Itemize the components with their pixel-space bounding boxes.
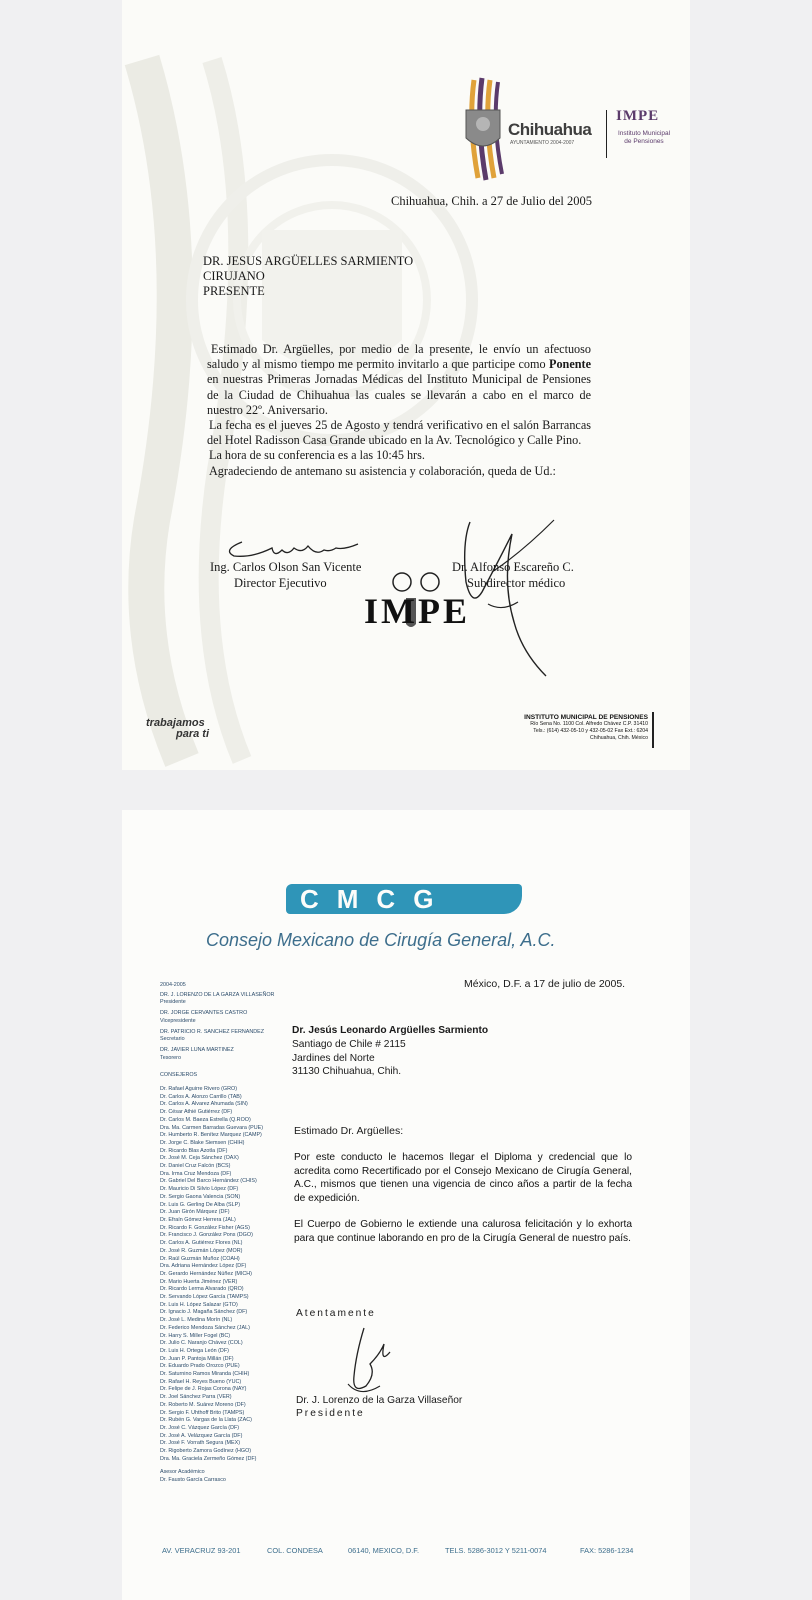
footer-fax: FAX: 5286-1234 — [580, 1546, 634, 1555]
letter-impe — [122, 0, 690, 770]
signer-name: Dr. J. Lorenzo de la Garza Villaseñor — [296, 1395, 463, 1406]
recipient-name: Dr. Jesús Leonardo Argüelles Sarmiento — [292, 1025, 489, 1036]
ayuntamiento-label: AYUNTAMIENTO 2004-2007 — [510, 140, 575, 146]
consejeros-list — [160, 1086, 290, 1463]
consejero-item: Dr. Juan Girón Márquez (DF) — [160, 1209, 230, 1216]
consejero-item: Dr. José R. Guzmán López (MOR) — [160, 1247, 243, 1254]
consejero-item: Dr. Gerardo Hernández Núñez (MICH) — [160, 1270, 252, 1277]
footer-line: Tels.: (614) 432-05-10 y 432-05-02 Fax Ext.: 6204 — [533, 728, 648, 734]
consejero-item: Dr. Luis G. Gerling De Alba (SLP) — [160, 1201, 240, 1208]
consejero-item: Dr. Carlos A. Alonzo Carrillo (TAB) — [160, 1093, 242, 1100]
consejero-item: Dr. Joel Sánchez Parra (VER) — [160, 1394, 232, 1401]
address-line: 31130 Chihuahua, Chih. — [292, 1066, 402, 1078]
recipient-line: PRESENTE — [203, 284, 265, 298]
slogan-line-2: para ti — [176, 728, 210, 740]
signer-block — [296, 1394, 462, 1420]
consejero-item: Dr. Carlos M. Baeza Estrella (Q.ROO) — [160, 1116, 251, 1123]
address-line: Jardines del Norte — [292, 1052, 375, 1064]
consejero-item: Dr. Daniel Cruz Falcón (BCS) — [160, 1163, 231, 1170]
board-role: Secretario — [160, 1036, 185, 1043]
advisor-label: Asesor Académico — [160, 1469, 205, 1476]
consejero-item: Dr. Ignacio J. Magaña Sánchez (DF) — [160, 1309, 248, 1316]
signer-name: Ing. Carlos Olson San Vicente — [210, 560, 362, 574]
board-member — [160, 1029, 290, 1044]
consejero-item: Dr. Julio C. Naranjo Chávez (COL) — [160, 1340, 243, 1347]
board-member — [160, 1010, 290, 1025]
consejero-item: Dr. Servando López García (TAMPS) — [160, 1294, 249, 1301]
consejero-item: Dr. José A. Velázquez García (DF) — [160, 1432, 243, 1439]
letter-date: México, D.F. a 17 de julio de 2005. — [464, 978, 626, 990]
board-name: DR. JAVIER LUNA MARTINEZ — [160, 1046, 234, 1053]
consejero-item: Dr. Ricardo Lerma Alvarado (QRO) — [160, 1286, 244, 1293]
consejero-item: Dr. Federico Mendoza Sánchez (JAL) — [160, 1324, 250, 1331]
consejero-item: Dr. Luis H. López Salazar (GTO) — [160, 1301, 238, 1308]
period: 2004-2005 — [160, 982, 186, 988]
closing: Atentamente — [296, 1308, 376, 1319]
consejero-item: Dr. Sergio Gaona Valencia (SON) — [160, 1193, 241, 1200]
paragraph-date: La fecha es el jueves 25 de Agosto y tendrá verificativo en el salón Barrancas del Hotel Radisson Casa Grande ubicado en la Av. Tecnológico y Calle Pino. — [207, 418, 591, 448]
consejero-item: Dr. Raúl Guzmán Muñoz (COAH) — [160, 1255, 240, 1262]
letter-date: Chihuahua, Chih. a 27 de Julio del 2005 — [391, 194, 593, 208]
consejero-item: Dr. José C. Vázquez García (DF) — [160, 1424, 240, 1431]
letter-body — [207, 342, 591, 479]
crest-icon — [460, 74, 506, 184]
consejero-item: Dr. Efraín Gómez Herrera (JAL) — [160, 1216, 236, 1223]
consejero-item: Dr. José L. Medina Morín (NL) — [160, 1317, 233, 1324]
recipient-line: CIRUJANO — [203, 269, 265, 283]
consejero-item: Dr. Mauricio Di Silvio López (DF) — [160, 1186, 239, 1193]
cmcg-logo — [286, 884, 522, 914]
impe-seal — [362, 568, 472, 640]
consejero-item: Dr. Gabriel Del Barco Hernández (CHIS) — [160, 1178, 257, 1185]
consejero-item: Dr. Carlos A. Alvarez Ahumada (SIN) — [160, 1101, 248, 1108]
institute-name — [612, 130, 676, 146]
footer-colonia: COL. CONDESA — [267, 1546, 323, 1555]
slogan-line-1: trabajamos — [146, 717, 205, 729]
salutation: Estimado Dr. Argüelles: — [294, 1125, 404, 1137]
consejero-item: Dr. Mario Huerta Jiménez (VER) — [160, 1278, 238, 1285]
paragraph: El Cuerpo de Gobierno le extiende una calurosa felicitación y lo exhorta para que continue laborando en pro de la Cirugía General de nuestro país. — [294, 1219, 632, 1244]
consejero-item: Dra. Ma. Carmen Barradas Guevara (PUE) — [160, 1124, 264, 1131]
consejero-item: Dr. Eduardo Prado Orozco (PUE) — [160, 1363, 240, 1370]
consejero-item: Dr. Rigoberto Zamora Godínez (HGO) — [160, 1448, 252, 1455]
consejero-item: Dr. Rafael Aguirre Rivero (GRO) — [160, 1086, 237, 1093]
consejero-item: Dr. Rafael H. Reyes Bueno (YUC) — [160, 1378, 242, 1385]
board-role: Tesorero — [160, 1054, 181, 1061]
consejero-item: Dr. Sergio F. Uhthoff Brito (TAMPS) — [160, 1409, 245, 1416]
footer-line: Río Sena No. 1100 Col. Alfredo Chávez C.P. 31410 — [530, 721, 648, 727]
consejero-item: Dra. Irma Cruz Mendoza (DF) — [160, 1170, 232, 1177]
consejero-item: Dr. Carlos A. Gutiérrez Flores (NL) — [160, 1240, 243, 1247]
consejero-item: Dra. Adriana Hernández López (DF) — [160, 1263, 247, 1270]
board-name: DR. J. LORENZO DE LA GARZA VILLASEÑOR — [160, 991, 275, 998]
consejero-item: Dr. César Athié Gutiérrez (DF) — [160, 1109, 233, 1116]
institute-line-1: Instituto Municipal — [617, 130, 671, 137]
signer-title: Director Ejecutivo — [234, 576, 327, 590]
consejero-item: Dr. Luis H. Ortega León (DF) — [160, 1347, 229, 1354]
consejero-item: Dr. Juan P. Pantoja Millán (DF) — [160, 1355, 234, 1362]
signer-name: Dr. Alfonso Escareño C. — [452, 560, 574, 574]
bold-ponente: Ponente — [549, 357, 591, 372]
footer-street: AV. VERACRUZ 93-201 — [162, 1546, 241, 1555]
consejero-item: Dr. Ricardo F. González Fisher (AGS) — [160, 1224, 250, 1231]
consejero-item: Dr. José M. Ceja Sánchez (OAX) — [160, 1155, 239, 1162]
consejero-item: Dr. Roberto M. Suárez Moreno (DF) — [160, 1401, 246, 1408]
consejero-item: Dr. Felipe de J. Rojas Corona (NAY) — [160, 1386, 247, 1393]
consejero-item: Dr. Ricardo Blas Azotla (DF) — [160, 1147, 228, 1154]
address-line: Santiago de Chile # 2115 — [292, 1038, 406, 1050]
footer-phones: TELS. 5286-3012 Y 5211-0074 — [445, 1546, 547, 1555]
consejero-item: Dr. Rubén G. Vargas de la Llata (ZAC) — [160, 1417, 252, 1424]
signer-title: Presidente — [296, 1408, 365, 1419]
paragraph-thanks: Agradeciendo de antemano su asistencia y colaboración, queda de Ud.: — [209, 463, 556, 478]
consejero-item: Dr. José F. Vorrath Segura (MEX) — [160, 1440, 240, 1447]
logo-letters: CMCG — [300, 884, 452, 914]
consejero-item: Dr. Jorge C. Blake Siemsen (CHIH) — [160, 1139, 245, 1146]
chihuahua-logo — [460, 74, 680, 184]
divider — [606, 110, 607, 158]
letter-cmcg — [122, 810, 690, 1600]
impe-mark: IMPE — [616, 108, 660, 124]
paragraph-text: en nuestras Primeras Jornadas Médicas del Instituto Municipal de Pensiones de la Ciudad de Chihuahua las cuales se llevarán a cabo en el marco de nuestro 22º. Aniversario. — [207, 372, 591, 417]
board-role: Vicepresidente — [160, 1017, 196, 1024]
paragraph-invitation — [207, 342, 591, 418]
consejeros-label: CONSEJEROS — [160, 1072, 198, 1079]
paragraph: Por este conducto le hacemos llegar el Diploma y credencial que lo acredita como Recertificado por el Consejo Mexicano de Cirugía General, A.C., mismos que tienen una vigencia de cinco años a partir de la fecha de expedición. — [294, 1152, 632, 1204]
board-column — [160, 982, 290, 1485]
advisor-name: Dr. Fausto García Carrasco — [160, 1477, 226, 1484]
footer-org: INSTITUTO MUNICIPAL DE PENSIONES — [524, 714, 648, 721]
consejero-item: Dra. Ma. Graciela Zermeño Gómez (DF) — [160, 1455, 257, 1462]
signature-olson — [212, 528, 362, 564]
board-member — [160, 1047, 290, 1062]
board-name: DR. JORGE CERVANTES CASTRO — [160, 1010, 248, 1017]
consejero-item: Dr. Humberto R. Benítez Marquez (CAMP) — [160, 1132, 262, 1139]
signer-title: Subdirector médico — [467, 576, 566, 590]
recipient-block — [203, 254, 413, 299]
seal-text: IMPE — [364, 591, 470, 631]
footer-address — [502, 714, 648, 742]
consejero-item: Dr. Francisco J. González Pons (DGO) — [160, 1232, 253, 1239]
board-name: DR. PATRICIO R. SANCHEZ FERNANDEZ — [160, 1028, 265, 1035]
consejero-item: Dr. Harry S. Miller Fogel (BC) — [160, 1332, 231, 1339]
paragraph-time: La hora de su conferencia es a las 10:45 hrs. — [209, 448, 425, 463]
consejero-item: Dr. Saturnino Ramos Miranda (CHIH) — [160, 1371, 250, 1378]
signature-garza — [340, 1324, 400, 1400]
board-role: Presidente — [160, 999, 186, 1006]
footer-line: Chihuahua, Chih. México — [590, 735, 648, 741]
institute-line-2: de Pensiones — [624, 138, 664, 145]
recipient-line: DR. JESUS ARGÜELLES SARMIENTO — [203, 254, 414, 268]
slogan — [146, 718, 209, 740]
footer-rule — [652, 712, 654, 748]
org-name: Consejo Mexicano de Cirugía General, A.C. — [206, 930, 556, 950]
board-member — [160, 992, 290, 1007]
footer-postal: 06140, MEXICO, D.F. — [348, 1546, 420, 1555]
recipient-block — [292, 1024, 488, 1079]
city-name: Chihuahua — [508, 120, 592, 139]
paragraph-text: Estimado Dr. Argüelles, por medio de la presente, le envío un afectuoso saludo y al mismo tiempo me permito invitarlo a que participe como — [207, 342, 591, 372]
